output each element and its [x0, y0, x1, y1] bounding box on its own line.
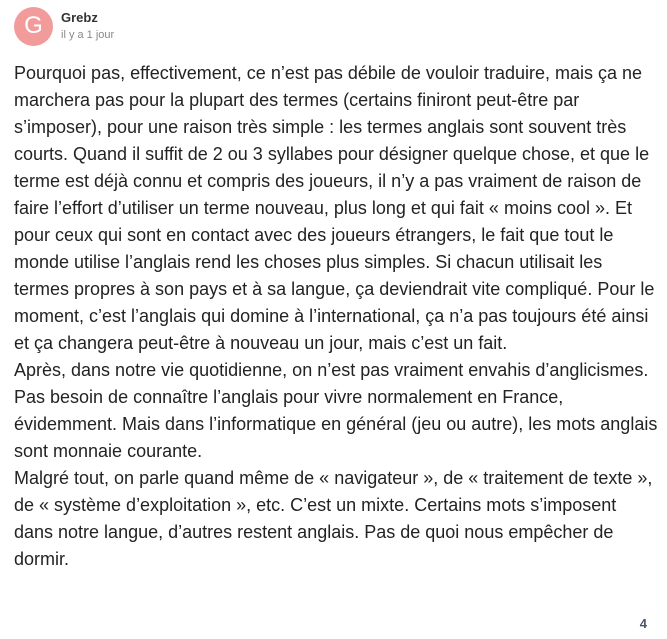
like-count[interactable]: 4: [639, 616, 647, 631]
username-link[interactable]: Grebz: [61, 10, 98, 25]
post-header: [14, 6, 114, 46]
avatar[interactable]: [14, 7, 53, 46]
post-body: [14, 60, 659, 573]
post-paragraph: Après, dans notre vie quotidienne, on n’est pas vraiment envahis d’anglicismes. Pas besoin de connaître l’anglais pour vivre normalement en France, évidemment. Mais dans l’informatique en général (jeu ou autre), les mots anglais sont monnaie courante.: [14, 360, 658, 461]
post-paragraph: Pourquoi pas, effectivement, ce n’est pas débile de vouloir traduire, mais ça ne marchera pas pour la plupart des termes (certains finiront peut-être par s’imposer), pour une raison très simple : les termes anglais sont souvent très courts. Quand il suffit de 2 ou 3 syllabes pour désigner quelque chose, et que le terme est déjà connu et compris des joueurs, il n’y a pas vraiment de raison de faire l’effort d’utiliser un terme nouveau, plus long et qui fait « moins cool ». Et pour ceux qui sont en contact avec des joueurs étrangers, le fait que tout le monde utilise l’anglais rend les choses plus simples. Si chacun utilisait les termes propres à son pays et à sa langue, ça deviendrait vite compliqué. Pour le moment, c’est l’anglais qui domine à l’international, ça n’a pas toujours été ainsi et ça changera peut-être à nouveau un jour, mais c’est un fait.: [14, 63, 655, 353]
post-timestamp[interactable]: il y a 1 jour: [61, 29, 115, 41]
post-paragraph: Malgré tout, on parle quand même de « navigateur », de « traitement de texte », de « système d’exploitation », etc. C’est un mixte. Certains mots s’imposent dans notre langue, d’autres restent anglais. Pas de quoi nous empêcher de dormir.: [14, 468, 653, 569]
avatar-letter: G: [24, 12, 43, 39]
post-meta: [61, 10, 114, 42]
